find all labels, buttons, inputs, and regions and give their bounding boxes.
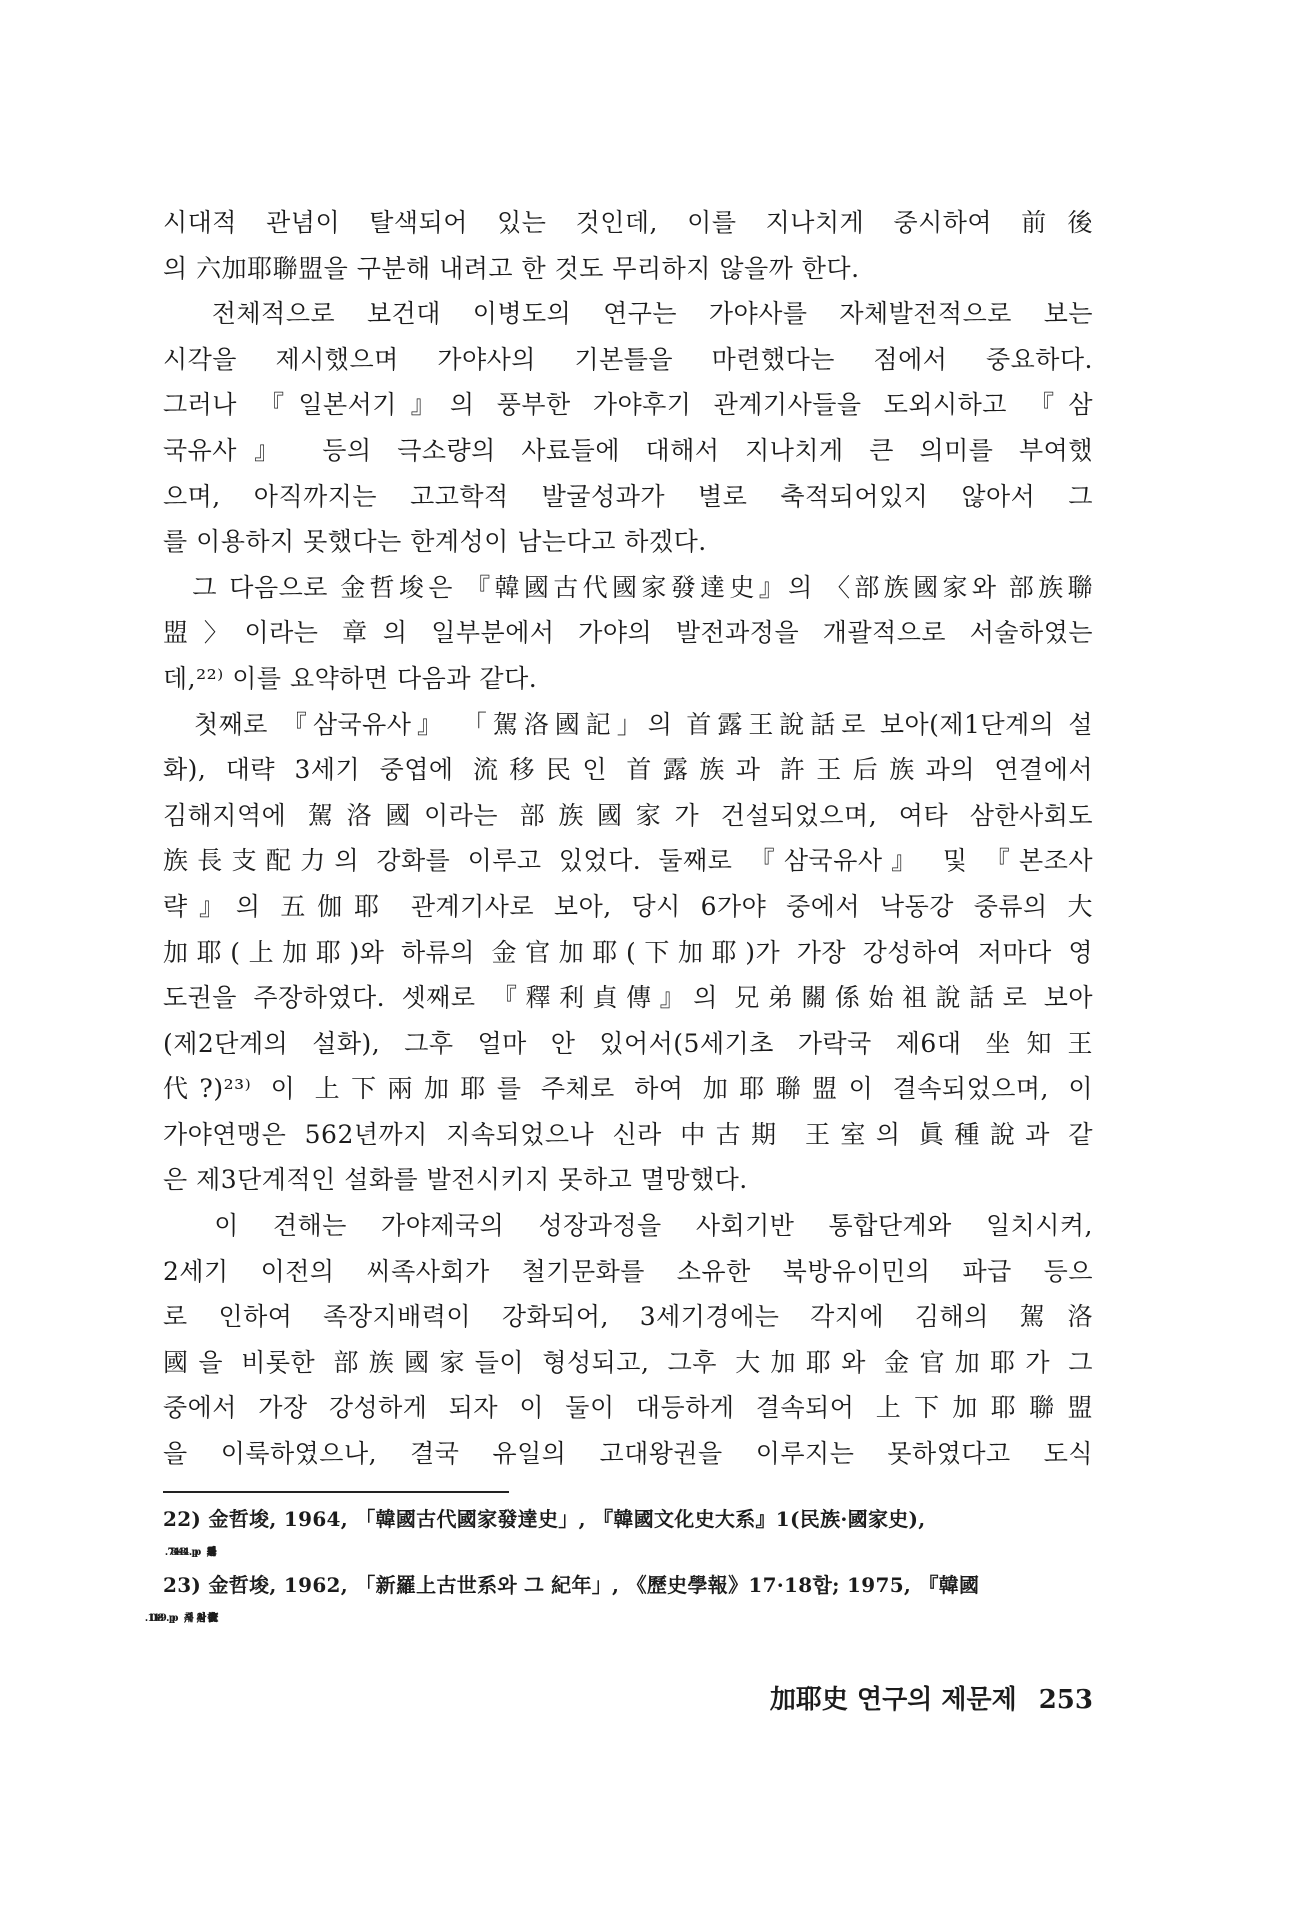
body-line: 를 이용하지 못했다는 한계성이 남는다고 하겠다. — [163, 527, 707, 557]
body-line: 그 다음으로 金哲埈은 『韓國古代國家發達史』의 〈部族國家와 部族聯 — [163, 572, 1093, 602]
footnote-divider — [163, 1491, 509, 1493]
body-line: 첫째로 『삼국유사』 「駕洛國記」의 首露王說話로 보아(제1단계의 설 — [163, 709, 1093, 739]
body-line: 의 六加耶聯盟을 구분해 내려고 한 것도 무리하지 않을까 한다. — [163, 253, 860, 283]
body-line: 加耶(上加耶)와 하류의 金官加耶(下加耶)가 가장 강성하여 저마다 영 — [163, 937, 1093, 967]
body-line: 이 견해는 가야제국의 성장과정을 사회기반 통합단계와 일치시켜, — [163, 1211, 1093, 1241]
body-line: 가야연맹은 562년까지 지속되었으나 신라 中古期 王室의 眞種說과 같 — [163, 1119, 1093, 1149]
footnotes — [163, 1503, 1093, 1635]
body-line: 盟〉이라는 章의 일부분에서 가야의 발전과정을 개괄적으로 서술하였는 — [163, 618, 1093, 648]
body-line: (제2단계의 설화), 그후 얼마 안 있어서(5세기초 가락국 제6대 坐知王 — [163, 1028, 1093, 1058]
body-line: 도권을 주장하였다. 셋째로 『釋利貞傳』의 兄弟關係始祖說話로 보아 — [163, 983, 1093, 1013]
footnote-22-continued — [163, 1536, 1093, 1569]
body-line: 중에서 가장 강성하게 되자 이 둘이 대등하게 결속되어 上下加耶聯盟 — [163, 1393, 1093, 1423]
page-number: 253 — [1038, 1685, 1093, 1715]
body-line: 代?)²³⁾ 이 上下兩加耶를 주체로 하여 加耶聯盟이 결속되었으며, 이 — [163, 1074, 1093, 1104]
body-line: 시대적 관념이 탈색되어 있는 것인데, 이를 지나치게 중시하여 前後 — [163, 208, 1093, 237]
running-title: 加耶史 연구의 제문제 — [769, 1685, 1017, 1715]
body-line: 國을 비롯한 部族國家들이 형성되고, 그후 大加耶와 金官加耶가 그 — [163, 1347, 1093, 1377]
body-line: 을 이룩하였으나, 결국 유일의 고대왕권을 이루지는 못하였다고 도식 — [163, 1439, 1093, 1469]
body-line: 국유사』 등의 극소량의 사료들에 대해서 지나치게 큰 의미를 부여했 — [163, 435, 1093, 465]
footnote-23-continued — [163, 1602, 1093, 1635]
footnote-23: 23) 金哲埈, 1962, 「新羅上古世系와 그 紀年」, 《歷史學報》17·18합; 1975, 『韓國 — [163, 1573, 980, 1597]
body-line: 은 제3단계적인 설화를 발전시키지 못하고 멸망했다. — [163, 1165, 748, 1195]
running-footer — [770, 1680, 1093, 1720]
body-line: 2세기 이전의 씨족사회가 철기문화를 소유한 북방유이민의 파급 등으 — [163, 1256, 1093, 1286]
body-line: 략』의 五伽耶 관계기사로 보아, 당시 6가야 중에서 낙동강 중류의 大 — [163, 891, 1093, 921]
body-line: 김해지역에 駕洛國이라는 部族國家가 건설되었으며, 여타 삼한사회도 — [163, 800, 1093, 830]
body-line: 데,²²⁾ 이를 요약하면 다음과 같다. — [163, 663, 538, 693]
body-line: 로 인하여 족장지배력이 강화되어, 3세기경에는 각지에 김해의 駕洛 — [163, 1302, 1093, 1332]
body-line: 화), 대략 3세기 중엽에 流移民인 首露族과 許王后族과의 연결에서 — [163, 755, 1093, 785]
body-line: 으며, 아직까지는 고고학적 발굴성과가 별로 축적되어있지 않아서 그 — [163, 481, 1093, 511]
footnote-22: 22) 金哲埈, 1964, 「韓國古代國家發達史」, 『韓國文化史大系』1(民族·國家史), — [163, 1507, 926, 1531]
body-line: 전체적으로 보건대 이병도의 연구는 가야사를 자체발전적으로 보는 — [163, 299, 1093, 329]
body-line: 族長支配力의 강화를 이루고 있었다. 둘째로 『삼국유사』 및 『본조사 — [163, 846, 1093, 876]
body-line: 시각을 제시했으며 가야사의 기본틀을 마련했다는 점에서 중요하다. — [163, 344, 1093, 374]
body-text — [163, 200, 1093, 1477]
body-line: 그러나 『일본서기』의 풍부한 가야후기 관계기사들을 도외시하고 『삼 — [163, 390, 1093, 420]
